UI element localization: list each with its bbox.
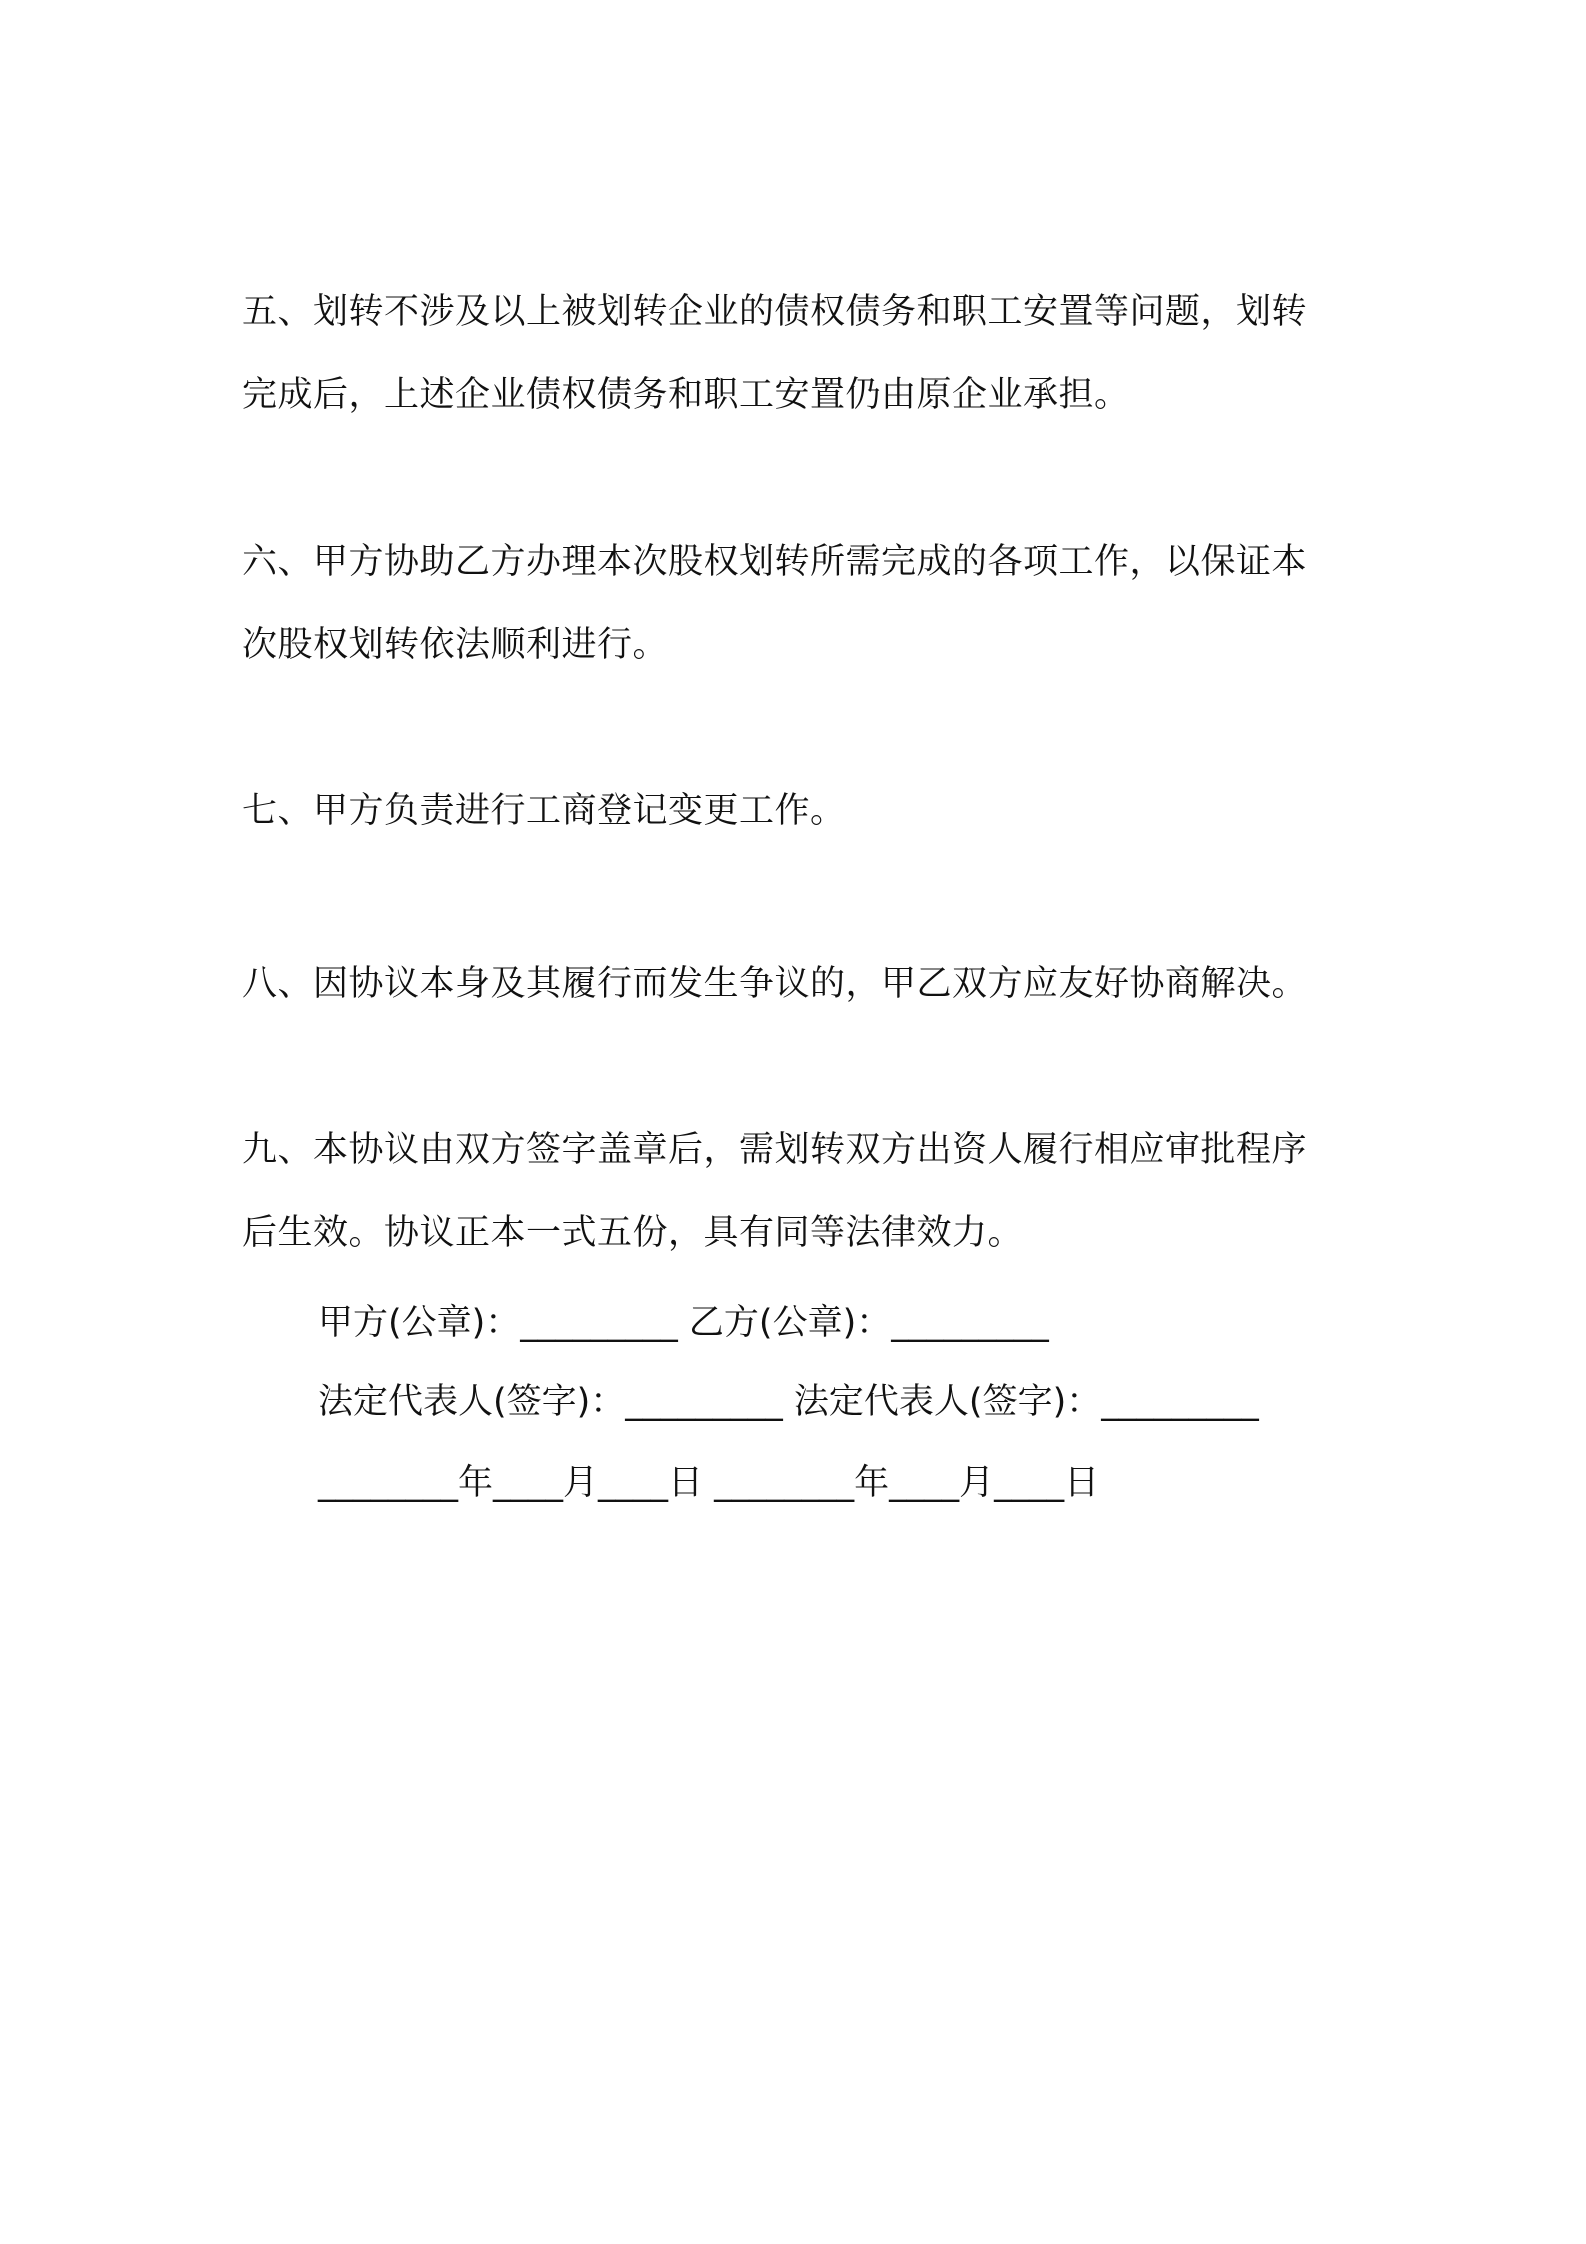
clause-five-line-1: 五、划转不涉及以上被划转企业的债权债务和职工安置等问题，划转 [242,292,1308,332]
clause-seven-line-1: 七、甲方负责进行工商登记变更工作。 [242,791,846,831]
clause-six-line-2: 次股权划转依法顺利进行。 [242,625,669,665]
clause-five-line-2: 完成后，上述企业债权债务和职工安置仍由原企业承担。 [242,375,1130,415]
clause-six-line-1: 六、甲方协助乙方办理本次股权划转所需完成的各项工作，以保证本 [242,542,1308,582]
signature-representative-line: 法定代表人(签字)：_________ 法定代表人(签字)：_________ [318,1382,1259,1422]
signature-date-line: ________年____月____日 ________年____月____日 [318,1463,1100,1503]
clause-nine-line-1: 九、本协议由双方签字盖章后，需划转双方出资人履行相应审批程序 [242,1130,1308,1170]
clause-eight-line-1: 八、因协议本身及其履行而发生争议的，甲乙双方应友好协商解决。 [242,964,1308,1004]
signature-seal-line: 甲方(公章)：_________ 乙方(公章)：_________ [318,1303,1049,1343]
clause-nine-line-2: 后生效。协议正本一式五份，具有同等法律效力。 [242,1213,1024,1253]
